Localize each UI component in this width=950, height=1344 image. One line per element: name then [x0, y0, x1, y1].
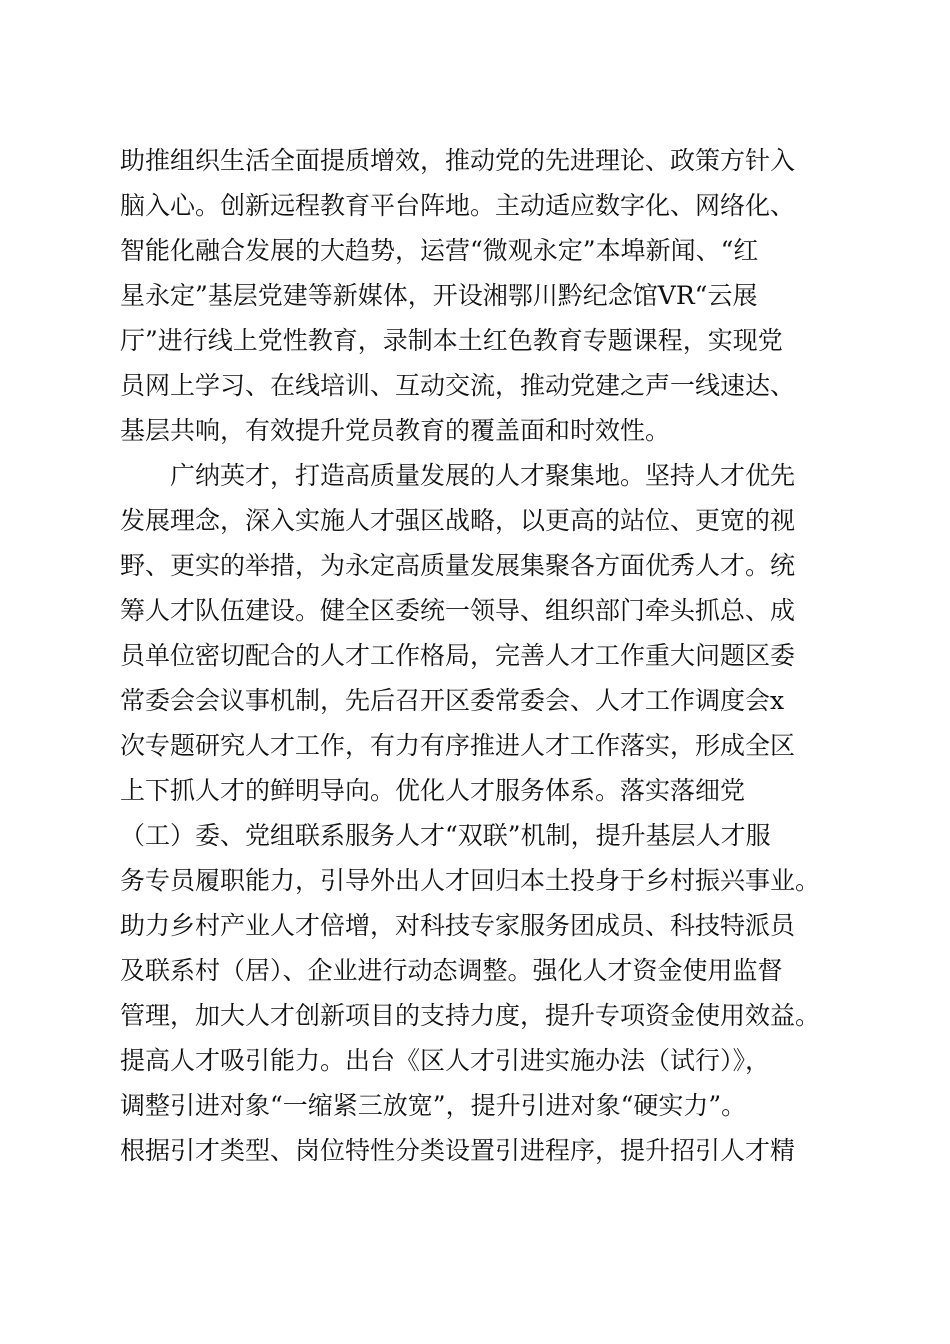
- text-line: 常委会会议事机制，先后召开区委常委会、人才工作调度会x: [120, 686, 785, 715]
- text-line: 助推组织生活全面提质增效，推动党的先进理论、政策方针入: [120, 146, 796, 175]
- text-line: 上下抓人才的鲜明导向。优化人才服务体系。落实落细党: [120, 776, 746, 805]
- paragraph-start-line: 广纳英才，打造高质量发展的人才聚集地。坚持人才优先: [170, 461, 796, 490]
- text-line: 助力乡村产业人才倍增，对科技专家服务团成员、科技特派员: [120, 911, 796, 940]
- text-line: 发展理念，深入实施人才强区战略，以更高的站位、更宽的视: [120, 506, 796, 535]
- text-line: 调整引进对象“一缩紧三放宽”，提升引进对象“硬实力”。: [120, 1091, 747, 1120]
- text-line: 员网上学习、在线培训、互动交流，推动党建之声一线速达、: [120, 371, 796, 400]
- text-line: 员单位密切配合的人才工作格局，完善人才工作重大问题区委: [120, 641, 796, 670]
- text-line: 次专题研究人才工作，有力有序推进人才工作落实，形成全区: [120, 731, 796, 760]
- text-line: 提高人才吸引能力。出台《区人才引进实施办法（试行）》，: [120, 1046, 771, 1075]
- text-line: （工）委、党组联系服务人才“双联”机制，提升基层人才服: [120, 821, 771, 850]
- text-line: 脑入心。创新远程教育平台阵地。主动适应数字化、网络化、: [120, 191, 796, 220]
- text-line: 务专员履职能力，引导外出人才回归本土投身于乡村振兴事业。: [120, 866, 821, 895]
- text-line: 星永定”基层党建等新媒体，开设湘鄂川黔纪念馆VR“云展: [120, 281, 758, 310]
- text-line: 基层共响，有效提升党员教育的覆盖面和时效性。: [120, 416, 671, 445]
- text-line: 筹人才队伍建设。健全区委统一领导、组织部门牵头抓总、成: [120, 596, 796, 625]
- body-text: [120, 138, 850, 1173]
- text-line: 管理，加大人才创新项目的支持力度，提升专项资金使用效益。: [120, 1001, 821, 1030]
- text-line: 及联系村（居）、企业进行动态调整。强化人才资金使用监督: [120, 956, 783, 985]
- text-line: 野、更实的举措，为永定高质量发展集聚各方面优秀人才。统: [120, 551, 796, 580]
- text-line: 厅”进行线上党性教育，录制本土红色教育专题课程，实现党: [120, 326, 783, 355]
- text-line: 根据引才类型、岗位特性分类设置引进程序，提升招引人才精: [120, 1136, 796, 1165]
- text-line: 智能化融合发展的大趋势，运营“微观永定”本埠新闻、“红: [120, 236, 759, 265]
